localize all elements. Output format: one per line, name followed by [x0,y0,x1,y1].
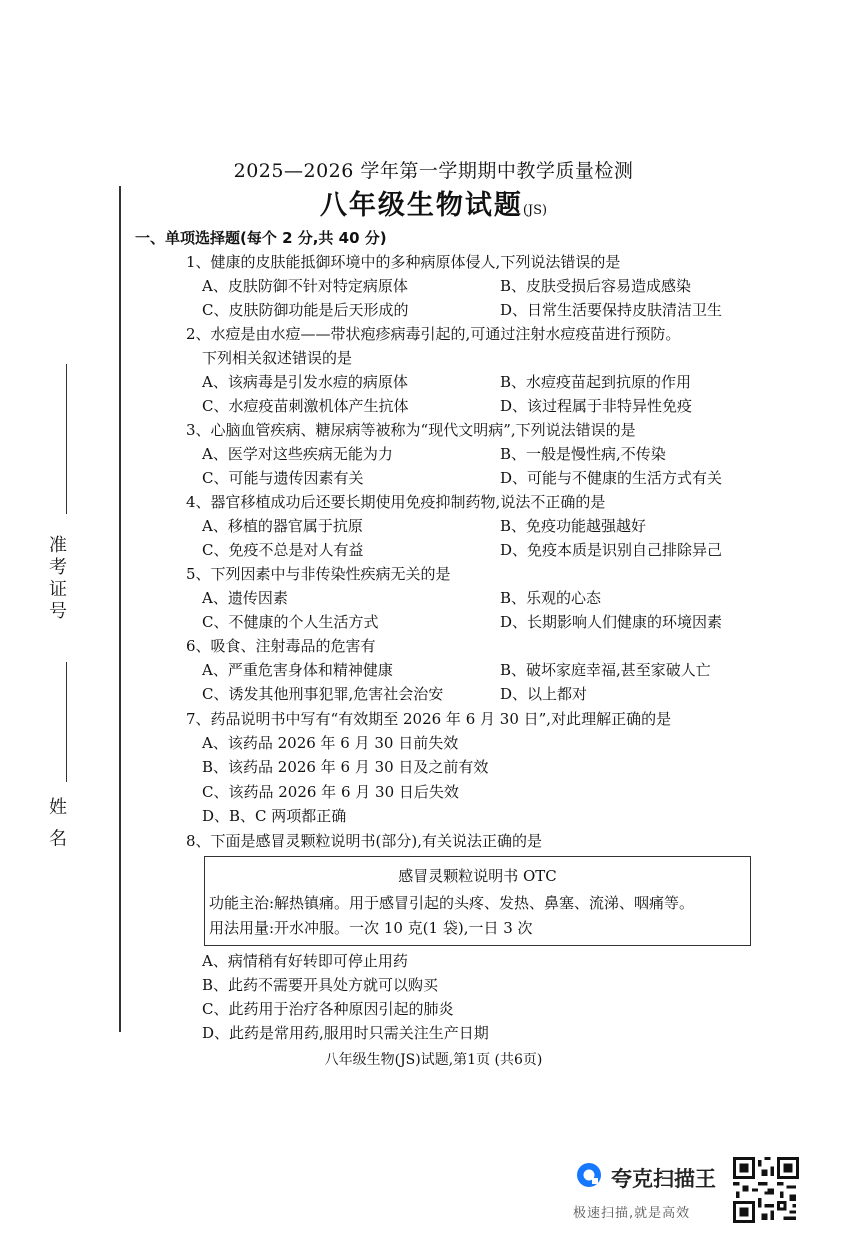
q4-stem: 4、器官移植成功后还要长期使用免疫抑制药物,说法不正确的是 [186,493,606,511]
binding-line [119,186,121,1032]
q3-option-a: A、医学对这些疾病无能为力 [202,445,393,463]
name-label: 姓 名 [46,797,67,851]
q3-stem: 3、心脑血管疾病、糖尿病等被称为“现代文明病”,下列说法错误的是 [186,421,636,439]
q4-option-b: B、免疫功能越强越好 [500,517,647,535]
exam-id-underline [66,364,67,514]
q1-stem: 1、健康的皮肤能抵御环境中的多种病原体侵人,下列说法错误的是 [186,253,621,271]
q7-option-b: B、该药品 2026 年 6 月 30 日及之前有效 [202,758,489,776]
q5-option-b: B、乐观的心态 [500,589,602,607]
q7-option-c: C、该药品 2026 年 6 月 30 日后失效 [202,783,459,801]
q6-option-a: A、严重危害身体和精神健康 [202,661,393,679]
q4-option-a: A、移植的器官属于抗原 [202,517,363,535]
q6-option-b: B、破坏家庭幸福,甚至家破人亡 [500,661,711,679]
q2-option-c: C、水痘疫苗刺激机体产生抗体 [202,397,409,415]
q2-option-a: A、该病毒是引发水痘的病原体 [202,373,408,391]
q6-option-c: C、诱发其他刑事犯罪,危害社会治安 [202,685,444,703]
watermark-brand: 夸克扫描王 [611,1167,716,1191]
q5-stem: 5、下列因素中与非传染性疾病无关的是 [186,565,451,583]
name-underline [66,662,67,782]
paper-title-main: 八年级生物试题 [319,190,523,221]
q6-stem: 6、吸食、注射毒品的危害有 [186,637,376,655]
q1-option-a: A、皮肤防御不针对特定病原体 [202,277,408,295]
q8-option-d: D、此药是常用药,服用时只需关注生产日期 [202,1024,489,1042]
q3-option-d: D、可能与不健康的生活方式有关 [500,469,723,487]
section-heading: 一、单项选择题(每个 2 分,共 40 分) [135,229,387,247]
q8-option-c: C、此药用于治疗各种原因引起的肺炎 [202,1000,454,1018]
q3-option-b: B、一般是慢性病,不传染 [500,445,666,463]
q2-stem-cont: 下列相关叙述错误的是 [202,349,353,367]
q1-option-b: B、皮肤受损后容易造成感染 [500,277,692,295]
leaflet-title: 感冒灵颗粒说明书 OTC [398,867,557,885]
q8-option-b: B、此药不需要开具处方就可以购买 [202,976,439,994]
paper-title [0,183,867,222]
q2-option-d: D、该过程属于非特异性免疫 [500,397,693,415]
q5-option-a: A、遗传因素 [202,589,288,607]
paper-title-code: (JS) [522,203,548,218]
q1-option-d: D、日常生活要保持皮肤清洁卫生 [500,301,723,319]
q3-option-c: C、可能与遗传因素有关 [202,469,364,487]
exam-id-label: 准考证号 [46,535,67,623]
q8-option-a: A、病情稍有好转即可停止用药 [202,952,408,970]
q5-option-c: C、不健康的个人生活方式 [202,613,379,631]
qr-code-icon [733,1157,799,1223]
q1-option-c: C、皮肤防御功能是后天形成的 [202,301,409,319]
quark-logo-icon [575,1161,603,1189]
q2-stem: 2、水痘是由水痘——带状疱疹病毒引起的,可通过注射水痘疫苗进行预防。 [186,325,681,343]
leaflet-dosage: 用法用量:开水冲服。一次 10 克(1 袋),一日 3 次 [209,919,533,937]
watermark-slogan: 极速扫描,就是高效 [573,1206,691,1221]
q7-option-a: A、该药品 2026 年 6 月 30 日前失效 [202,734,459,752]
q6-option-d: D、以上都对 [500,685,588,703]
q5-option-d: D、长期影响人们健康的环境因素 [500,613,723,631]
page-footer: 八年级生物(JS)试题,第1页 (共6页) [324,1052,543,1068]
q4-option-c: C、免疫不总是对人有益 [202,541,364,559]
q4-option-d: D、免疫本质是识别自己排除异己 [500,541,723,559]
q8-stem: 8、下面是感冒灵颗粒说明书(部分),有关说法正确的是 [186,832,543,850]
q7-option-d: D、B、C 两项都正确 [202,807,347,825]
q7-stem: 7、药品说明书中写有“有效期至 2026 年 6 月 30 日”,对此理解正确的是 [186,710,672,728]
medicine-leaflet-box [204,856,751,946]
leaflet-indications: 功能主治:解热镇痛。用于感冒引起的头疼、发热、鼻塞、流涕、咽痛等。 [209,894,695,912]
q2-option-b: B、水痘疫苗起到抗原的作用 [500,373,692,391]
exam-session-title: 2025—2026 学年第一学期期中教学质量检测 [233,160,634,182]
